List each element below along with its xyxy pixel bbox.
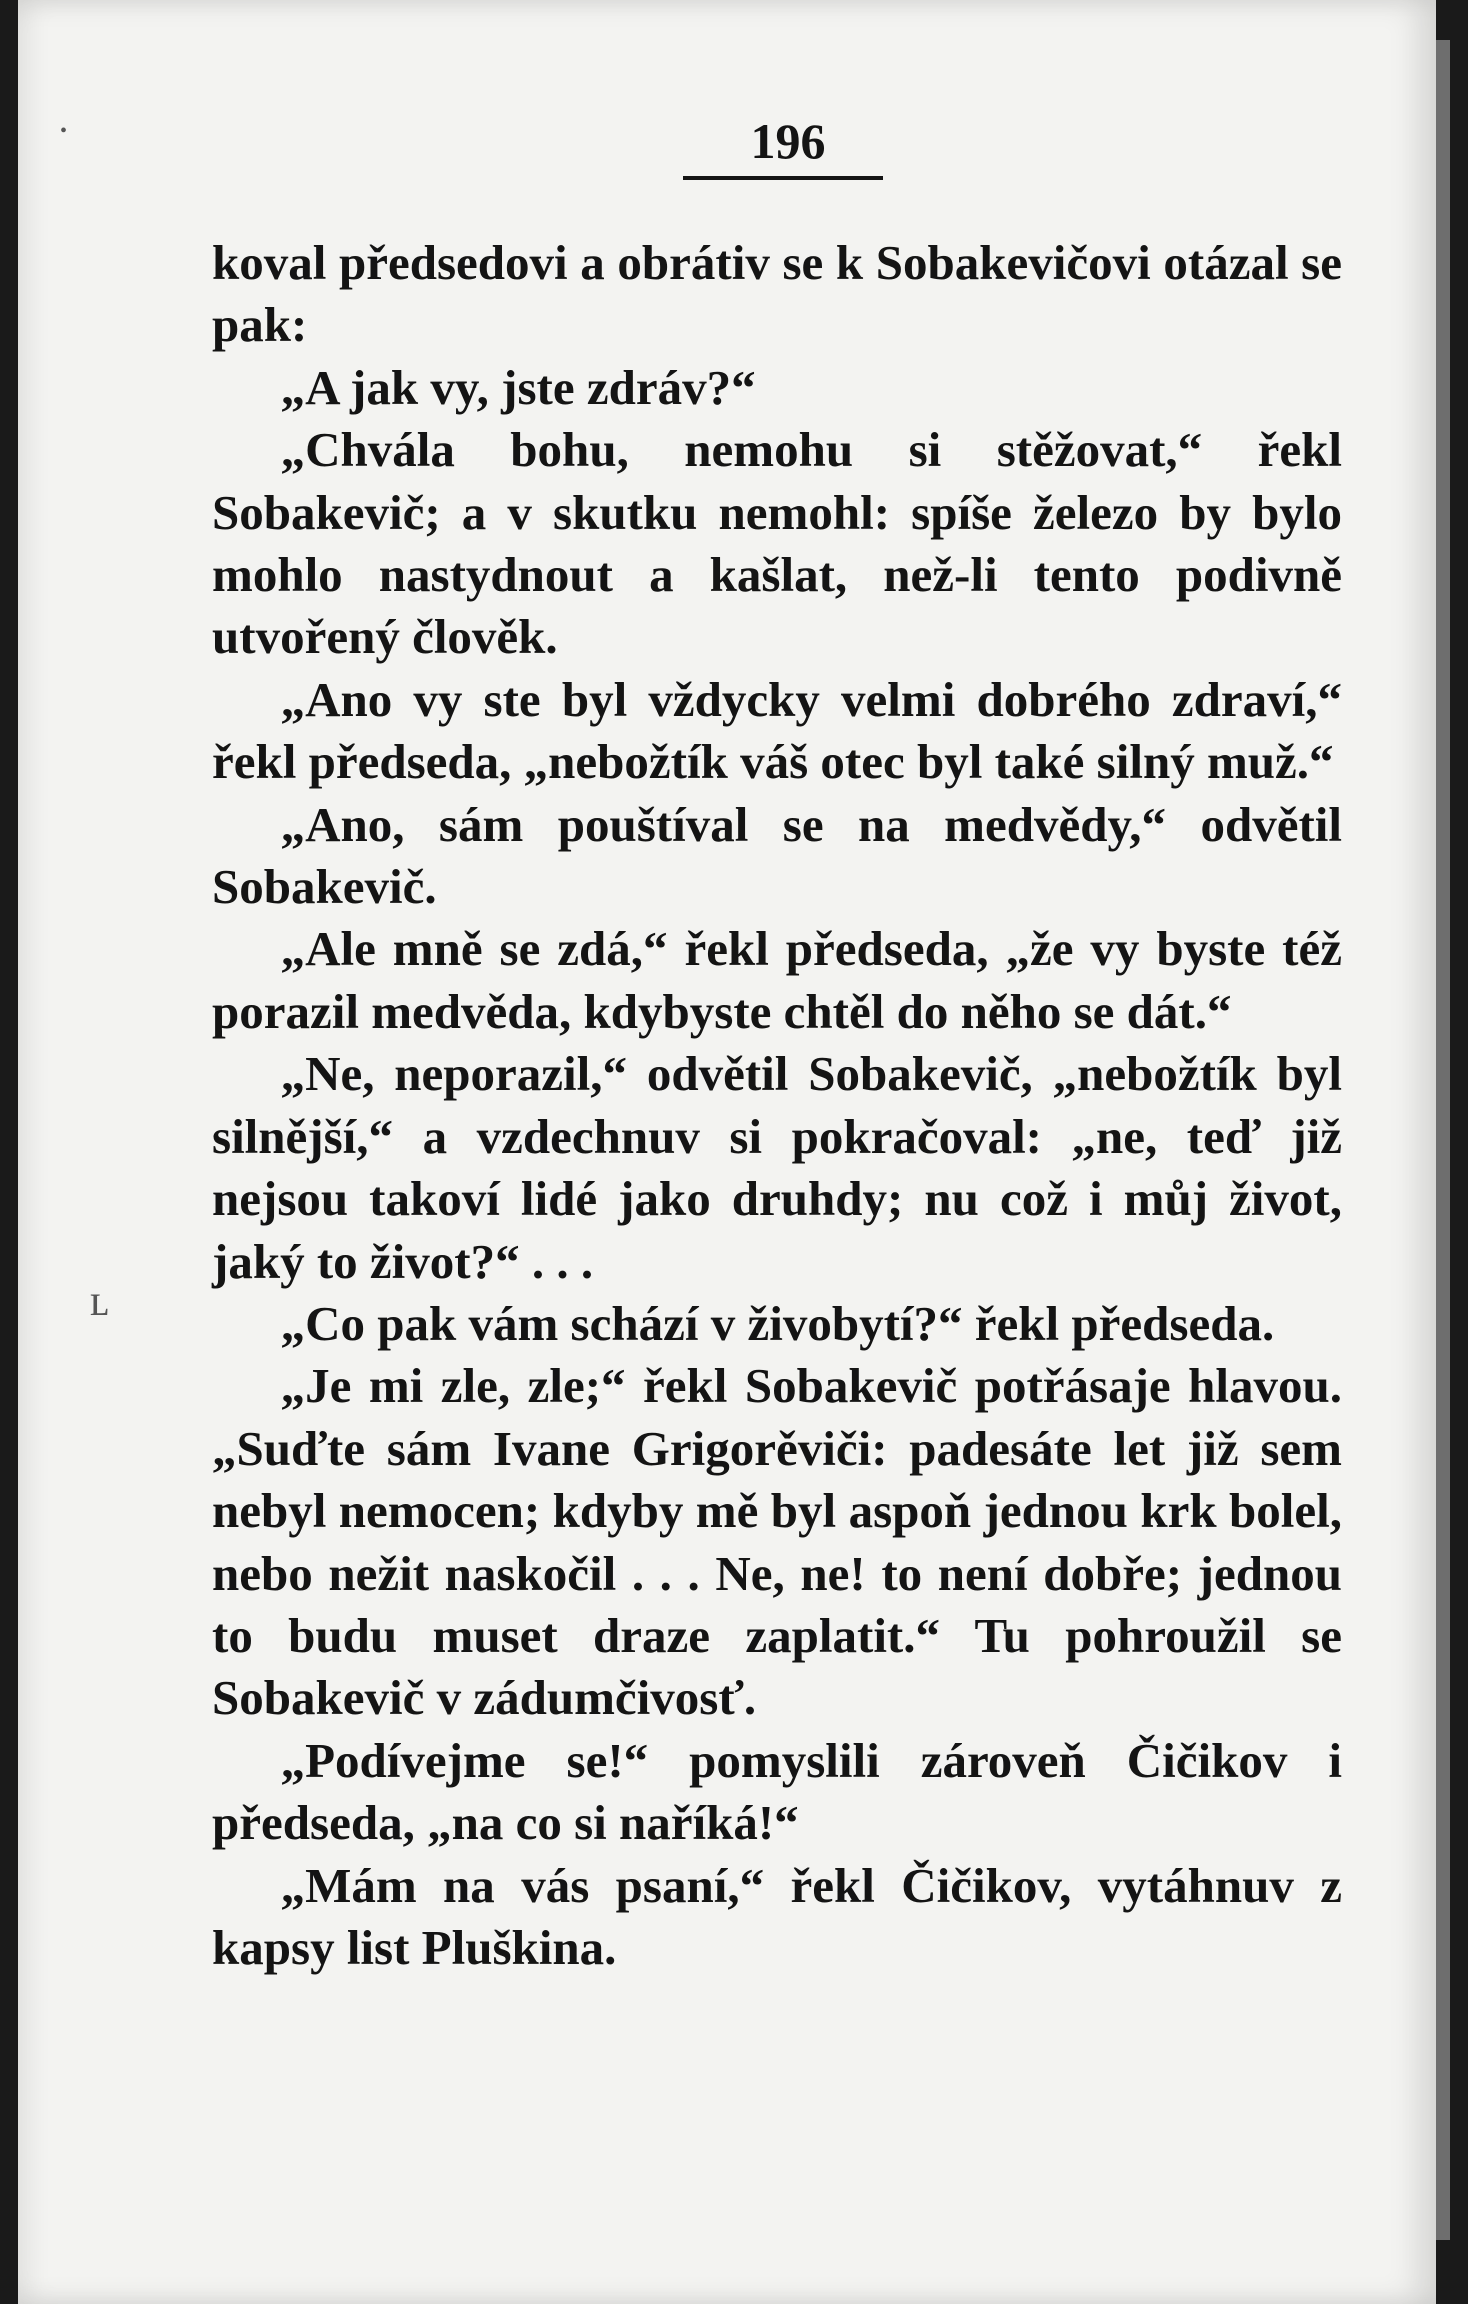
paragraph: koval předsedovi a obrátiv se k Sobakevičovi otázal se pak: — [212, 235, 1342, 353]
page-number-rule — [683, 176, 883, 180]
stray-mark: ʟ — [90, 1276, 109, 1325]
page-number: 196 — [750, 113, 826, 169]
paragraph: „A jak vy, jste zdráv?“ — [280, 359, 756, 415]
paragraph: „Ano, sám pouštíval se na medvědy,“ odvětil Sobakevič. — [212, 796, 1342, 915]
paragraph: „Ale mně se zdá,“ řekl předseda, „že vy byste též porazil medvěda, kdybyste chtěl do něho se dát.“ — [212, 921, 1342, 1039]
body-text — [212, 232, 1342, 1979]
paragraph: „Mám na vás psaní,“ řekl Čičikov, vytáhnuv z kapsy list Pluškina. — [212, 1857, 1342, 1975]
paragraph: „Co pak vám schází v živobytí?“ řekl předseda. — [280, 1295, 1275, 1351]
paragraph: „Ne, neporazil,“ odvětil Sobakevič, „nebožtík byl silnější,“ a vzdechnuv si pokračoval: „ne, teď již nejsou takoví lidé jako druhdy; nu což i můj život, jaký to život?“ . . . — [212, 1046, 1342, 1289]
paragraph: „Podívejme se!“ pomyslili zároveň Čičikov i předseda, „na co si naříká!“ — [212, 1732, 1342, 1851]
book-page — [18, 0, 1436, 2304]
paragraph: „Ano vy ste byl vždycky velmi dobrého zdraví,“ řekl předseda, „nebožtík váš otec byl také silný muž.“ — [212, 671, 1342, 790]
paragraph: „Chvála bohu, nemohu si stěžovat,“ řekl Sobakevič; a v skutku nemohl: spíše železo by bylo mohlo nastydnout a kašlat, než-li tento podivně utvořený člověk. — [212, 422, 1342, 665]
paragraph: „Je mi zle, zle;“ řekl Sobakevič potřásaje hlavou. „Suďte sám Ivane Grigorěviči: padesáte let již sem nebyl nemocen; kdyby mě byl aspoň jednou krk bolel, nebo nežit naskočil . . . Ne, ne! to není dobře; jednou to budu muset draze zaplatit.“ Tu pohroužil se Sobakevič v zádumčivosť. — [212, 1358, 1342, 1726]
page-edge-shadow — [1436, 40, 1450, 2240]
stray-mark: • — [60, 120, 68, 142]
